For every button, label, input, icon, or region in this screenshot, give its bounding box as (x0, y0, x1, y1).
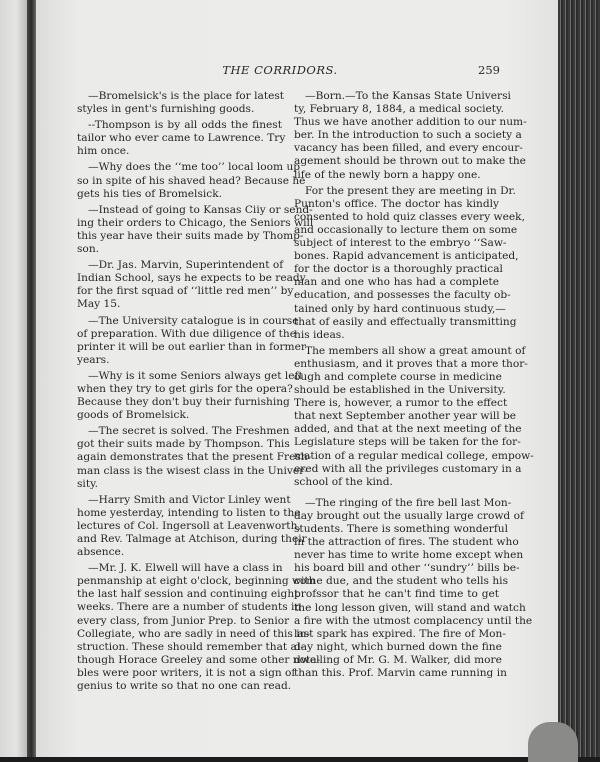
text-line: and occasionally to lecture them on some (294, 223, 518, 236)
text-line: Indian School, says he expects to be ready (77, 272, 306, 285)
text-line: ty, February 8, 1884, a medical society. (294, 103, 504, 116)
text-line: again demonstrates that the present Fresh- (77, 451, 312, 464)
text-line: tained only by hard continuous study,— (294, 302, 506, 315)
text-line: years. (77, 353, 110, 366)
text-line: though Horace Greeley and some other nota- (77, 653, 321, 666)
text-line: day night, which burned down the fine (294, 640, 502, 653)
paragraph (77, 259, 306, 311)
paragraph (294, 344, 534, 489)
text-line: genius to write so that no one can read. (77, 680, 292, 693)
text-line: —The secret is solved. The Freshmen (88, 425, 290, 438)
text-line: mation of a regular medical college, empow- (294, 449, 534, 462)
text-line: sity. (77, 477, 99, 490)
text-line: last spark has expired. The fire of Mon- (294, 627, 506, 640)
paragraph (294, 184, 525, 342)
paragraph (77, 119, 286, 158)
text-line: school of the kind. (294, 475, 393, 488)
text-line: consented to hold quiz classes every week, (294, 210, 525, 223)
text-line: a fire with the utmost complacency until the (294, 614, 533, 627)
text-line: --Thompson is by all odds the finest (88, 119, 282, 132)
text-line: this year have their suits made by Thomp- (77, 229, 304, 242)
right-column (294, 90, 534, 683)
text-line: —Mr. J. K. Elwell will have a class in (88, 562, 283, 575)
paragraph (77, 425, 312, 490)
text-line: May 15. (77, 298, 121, 311)
text-line: every class, from Junior Prep. to Senior (77, 614, 290, 627)
text-line: Punton's office. The doctor has kindly (294, 197, 499, 210)
text-line: agement should be thrown out to make the (294, 155, 526, 168)
text-line: in the attraction of fires. The student who (294, 536, 519, 549)
paragraph (77, 562, 321, 693)
text-line: Thus we have another addition to our num- (294, 116, 527, 129)
text-line: dwelling of Mr. G. M. Walker, did more (294, 653, 502, 666)
text-line: ber. In the introduction to such a society a (294, 129, 522, 142)
text-line: his ideas. (294, 328, 345, 341)
text-line: students. There is something wonderful (294, 523, 508, 535)
text-line: bles were poor writers, it is not a sign of (77, 666, 296, 679)
text-line: life of the newly born a happy one. (294, 168, 481, 181)
text-line: goods of Bromelsick. (77, 409, 190, 422)
text-line: penmanship at eight o'clock, beginning with (77, 575, 316, 588)
text-line: subject of interest to the embryo ‘‘Saw- (294, 237, 507, 250)
text-line: ough and complete course in medicine (294, 370, 502, 383)
paragraph (77, 314, 306, 367)
text-line: his board bill and other ‘‘sundry’’ bills be- (294, 562, 520, 575)
paragraph (294, 496, 533, 680)
text-line: come due, and the student who tells his (294, 575, 509, 588)
text-line: vacancy has been filled, and every encour- (294, 142, 523, 155)
text-line: him once. (77, 145, 130, 158)
paragraph (77, 90, 285, 116)
text-line: when they try to get girls for the opera? (77, 382, 293, 395)
text-line: Legislature steps will be taken for the for- (294, 436, 521, 449)
text-line: —The University catalogue is in course (88, 314, 299, 327)
text-line: The members all show a great amount of (305, 344, 526, 357)
text-line: got their suits made by Thompson. This (77, 438, 290, 451)
text-line: enthusiasm, and it proves that a more thor- (294, 357, 528, 370)
text-line: absence. (77, 546, 125, 559)
text-line: profssor that he can't find time to get (294, 588, 499, 601)
text-line: home yesterday, intending to listen to the (77, 506, 301, 519)
text-line: —Dr. Jas. Marvin, Superintendent of (88, 259, 284, 272)
running-head: THE CORRIDORS. (222, 63, 338, 77)
text-line: weeks. There are a number of students in (77, 601, 302, 614)
text-line: man and one who has had a complete (294, 276, 499, 289)
paragraph (77, 203, 314, 256)
text-line: son. (77, 243, 100, 256)
text-line: Collegiate, who are sadly in need of this in- (77, 627, 311, 640)
facing-page-edge (0, 0, 27, 757)
text-line: the last half session and continuing eight (77, 588, 299, 601)
text-line: of preparation. With due diligence of the (77, 327, 297, 340)
paragraph (77, 161, 306, 200)
text-line: for the doctor is a thoroughly practical (294, 263, 503, 276)
text-line: —Born.—To the Kansas State Universi (305, 90, 511, 102)
text-line: printer it will be out earlier than in former (77, 340, 306, 353)
text-line: day brought out the usually large crowd of (294, 509, 524, 522)
paragraph (77, 369, 303, 422)
text-line: For the present they are meeting in Dr. (305, 184, 516, 197)
paragraph (77, 493, 307, 559)
holding-finger (528, 722, 578, 762)
text-line: —Bromelsick's is the place for latest (88, 90, 285, 102)
text-line: the long lesson given, will stand and watch (294, 601, 526, 614)
page-number: 259 (478, 63, 500, 77)
text-line: should be established in the University. (294, 384, 506, 397)
page-edges (558, 0, 600, 757)
text-line: ing their orders to Chicago, the Seniors will (77, 216, 314, 229)
text-line: ered with all the privileges customary in a (294, 462, 522, 475)
text-line: for the first squad of ‘‘little red men’’ by (77, 285, 294, 298)
text-line: styles in gent's furnishing goods. (77, 103, 255, 116)
text-line: never has time to write home except when (294, 549, 524, 562)
text-line: lectures of Col. Ingersoll at Leavenworth, (77, 519, 301, 532)
text-line: so in spite of his shaved head? Because he (77, 174, 306, 187)
text-line: There is, however, a rumor to the effect (294, 397, 508, 410)
text-line: added, and that at the next meeting of the (294, 423, 522, 436)
text-line: —Why does the ‘‘me too’’ local loom up (88, 161, 301, 174)
text-line: than this. Prof. Marvin came running in (294, 667, 507, 680)
book-gutter (27, 0, 36, 757)
text-line: gets his ties of Bromelsick. (77, 187, 222, 200)
text-line: man class is the wisest class in the Univer- (77, 464, 308, 477)
text-line: struction. These should remember that al- (77, 640, 304, 653)
text-line: —Why is it some Seniors always get left (88, 369, 303, 382)
paragraph (294, 90, 527, 182)
text-line: and Rev. Talmage at Atchison, during their (77, 533, 307, 545)
text-line: tailor who ever came to Lawrence. Try (77, 132, 286, 145)
text-line: that next September another year will be (294, 410, 517, 423)
text-line: bones. Rapid advancement is anticipated, (294, 250, 519, 263)
text-line: education, and possesses the faculty ob- (294, 289, 511, 302)
text-line: —Instead of going to Kansas Ciiy or send- (88, 203, 313, 216)
text-line: Because they don't buy their furnishing (77, 396, 290, 409)
text-line: that of easily and effectually transmitting (294, 315, 517, 328)
text-line: —Harry Smith and Victor Linley went (88, 493, 291, 506)
text-line: —The ringing of the fire bell last Mon- (305, 496, 512, 509)
